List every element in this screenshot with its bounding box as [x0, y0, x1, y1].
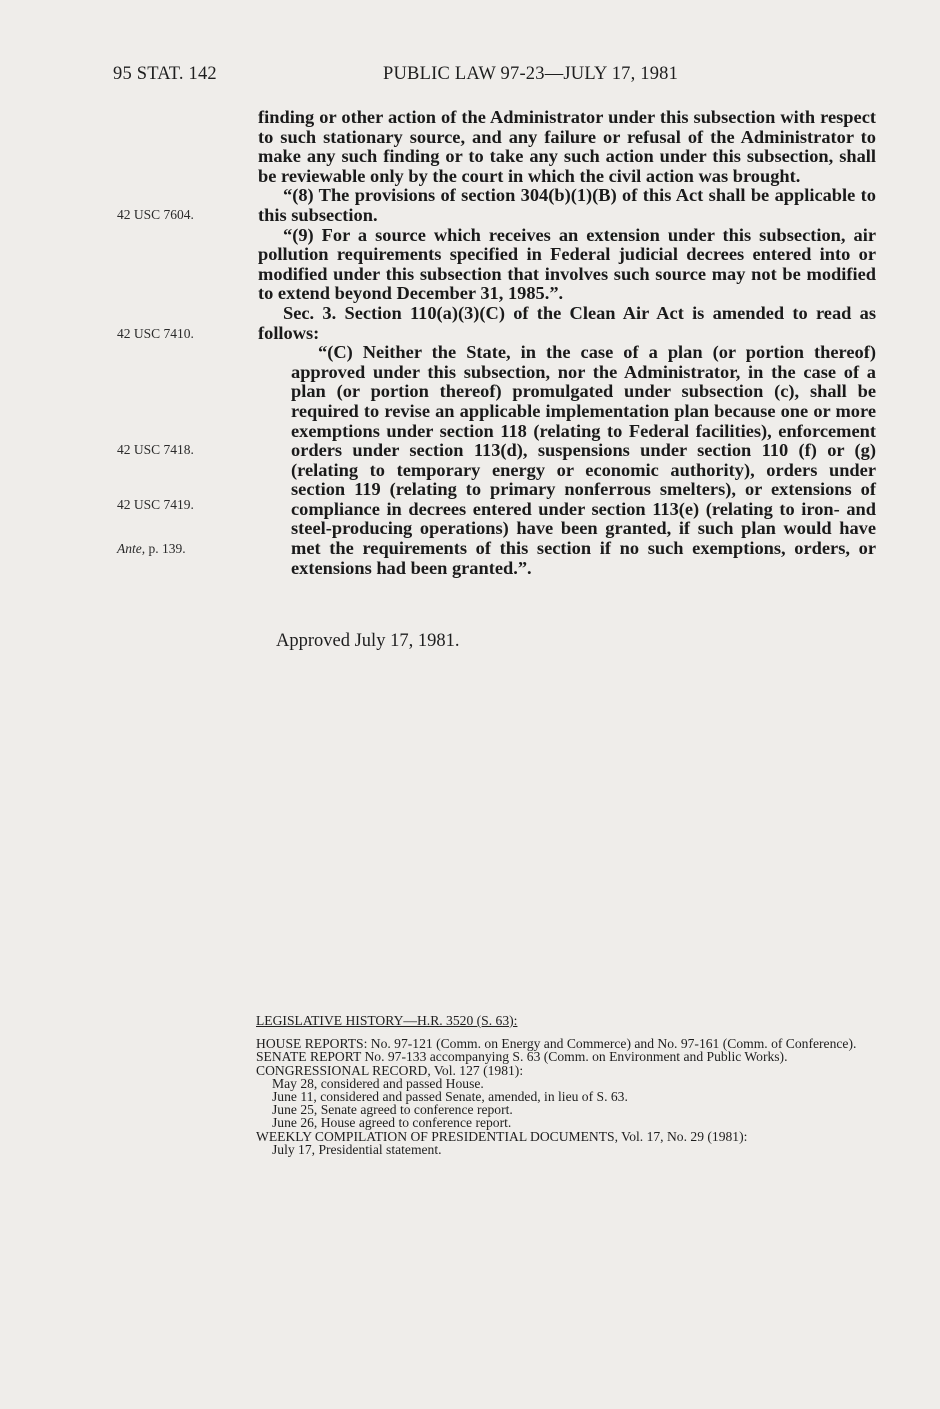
- weekly-entry: July 17, Presidential statement.: [272, 1141, 442, 1157]
- section-text: Section 110(a)(3)(C) of the Clean Air Act is amended to read as follows:: [258, 302, 876, 343]
- record-entry: May 28, considered and passed House.: [272, 1075, 484, 1091]
- quoted-amendment: “(C) Neither the State, in the case of a plan (or portion thereof) approved under this subsection, nor the Administrator, in the case of a plan (or portion thereof) promulgated under subsection (c), shall be required to revise an applicable implementation plan because one or more exemptions under section 118 (relating to Federal facilities), enforcement orders under section 113(d), suspensions under section 110 (f) or (g) (relating to temporary energy or economic authority), orders under section 119 (relating to primary nonferrous smelters), or extensions of compliance in decrees entered under section 113(e) (relating to iron- and steel-producing operations) have been granted, if such plan would have met the requirements of this section if no such exemptions, orders, or extensions had been granted.”.: [291, 342, 876, 578]
- stat-page-number: 95 STAT. 142: [113, 64, 217, 84]
- record-entry: June 25, Senate agreed to conference report.: [272, 1102, 513, 1118]
- legislative-history: [256, 1014, 876, 1156]
- margin-ref-italic: Ante,: [117, 541, 146, 556]
- margin-reference: [117, 541, 186, 557]
- approval-date: Approved July 17, 1981.: [276, 631, 460, 651]
- record-entry: June 11, considered and passed Senate, amended, in lieu of S. 63.: [272, 1089, 628, 1105]
- senate-report: SENATE REPORT No. 97-133 accompanying S. 63 (Comm. on Environment and Public Works).: [256, 1049, 788, 1065]
- margin-citation: 42 USC 7604.: [117, 207, 194, 222]
- body-paragraph: finding or other action of the Administrator under this subsection with respect to such stationary source, and any failure or refusal of the Administrator to make any such finding or to take any such action under this subsection, shall be reviewable only by the court in which the civil action was brought.: [258, 107, 876, 186]
- house-reports: HOUSE REPORTS: No. 97-121 (Comm. on Energy and Commerce) and No. 97-161 (Comm. of Conference).: [256, 1036, 857, 1052]
- margin-citation: 42 USC 7419.: [117, 497, 194, 512]
- margin-citation: 42 USC 7410.: [117, 326, 194, 341]
- margin-citation: 42 USC 7418.: [117, 442, 194, 457]
- statute-body: [258, 108, 876, 578]
- body-paragraph: “(9) For a source which receives an extension under this subsection, air pollution requirements specified in Federal judicial decrees entered into or modified under this subsection that involves such source may not be modified to extend beyond December 31, 1985.”.: [258, 224, 876, 304]
- congressional-record: CONGRESSIONAL RECORD, Vol. 127 (1981):: [256, 1062, 524, 1078]
- section-label: Sec. 3.: [283, 302, 337, 323]
- legislative-history-title: LEGISLATIVE HISTORY—H.R. 3520 (S. 63):: [256, 1013, 518, 1028]
- running-title: PUBLIC LAW 97-23—JULY 17, 1981: [383, 64, 679, 84]
- section-paragraph: [258, 304, 876, 343]
- body-paragraph: “(8) The provisions of section 304(b)(1)(B) of this Act shall be applicable to this subsection.: [258, 185, 876, 225]
- margin-ref-page: p. 139.: [145, 541, 186, 556]
- record-entry: June 26, House agreed to conference report.: [272, 1115, 512, 1131]
- weekly-compilation: WEEKLY COMPILATION OF PRESIDENTIAL DOCUMENTS, Vol. 17, No. 29 (1981):: [256, 1128, 748, 1144]
